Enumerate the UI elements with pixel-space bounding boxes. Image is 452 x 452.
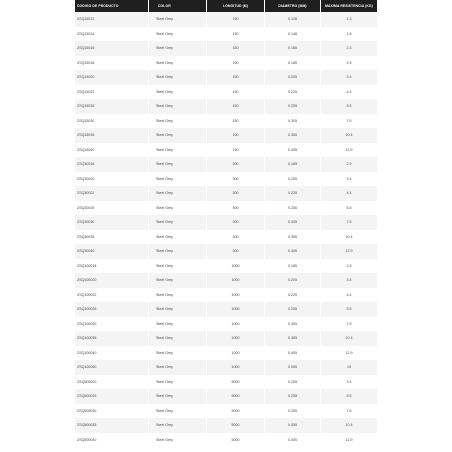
- table-row: [75, 302, 377, 317]
- max-resistance-cell: 10.4: [345, 423, 353, 428]
- length-cell: 5000: [207, 418, 265, 433]
- table-row: [75, 331, 377, 346]
- max-resistance-cell: 7.5: [346, 321, 352, 326]
- color-cell: Steel Grey: [149, 70, 207, 85]
- max-resistance-cell: 5.5: [346, 205, 352, 210]
- length-cell: 150: [207, 27, 265, 42]
- diameter-cell: 0.305: [265, 317, 321, 332]
- color-cell: Steel Grey: [149, 302, 207, 317]
- table-row: [75, 157, 377, 172]
- color-cell: Steel Grey: [149, 41, 207, 56]
- table-row: [75, 433, 377, 448]
- table-row: [75, 317, 377, 332]
- table-row: [75, 12, 377, 27]
- diameter-cell: 0.185: [265, 56, 321, 71]
- diameter-cell: 0.355: [265, 418, 321, 433]
- table-row: [75, 346, 377, 361]
- table-row: [75, 143, 377, 158]
- max-resistance-cell: 2.3: [346, 46, 352, 51]
- table-row: [75, 230, 377, 245]
- color-cell: Steel Grey: [149, 99, 207, 114]
- product-code-cell: ZSQ15035: [75, 128, 149, 143]
- product-code-cell: ZSQ100035: [75, 331, 149, 346]
- color-cell: Steel Grey: [149, 128, 207, 143]
- table-row: [75, 70, 377, 85]
- color-cell: Steel Grey: [149, 56, 207, 71]
- length-cell: 1000: [207, 302, 265, 317]
- length-cell: 300: [207, 157, 265, 172]
- max-resistance-cell: 3.4: [346, 379, 352, 384]
- max-resistance-cell: 5.5: [346, 394, 352, 399]
- table-row: [75, 389, 377, 404]
- table-row: [75, 404, 377, 419]
- color-cell: Steel Grey: [149, 186, 207, 201]
- color-cell: Steel Grey: [149, 157, 207, 172]
- product-code-cell: ZSQ500025: [75, 389, 149, 404]
- color-cell: Steel Grey: [149, 346, 207, 361]
- max-resistance-cell: 7.5: [346, 220, 352, 225]
- length-cell: 150: [207, 128, 265, 143]
- length-cell: 150: [207, 143, 265, 158]
- max-resistance-cell: 12.9: [345, 147, 353, 152]
- header-product-code: CODIGO DE PRODUCTO: [75, 0, 149, 12]
- length-cell: 150: [207, 85, 265, 100]
- header-diameter: DIAMETRO (MM): [265, 0, 321, 12]
- max-resistance-cell: 2.9: [346, 60, 352, 65]
- length-cell: 1000: [207, 317, 265, 332]
- length-cell: 1000: [207, 288, 265, 303]
- table-row: [75, 186, 377, 201]
- diameter-cell: 0.255: [265, 302, 321, 317]
- table-row: [75, 99, 377, 114]
- color-cell: Steel Grey: [149, 273, 207, 288]
- max-resistance-cell: 5.5: [346, 104, 352, 109]
- table-row: [75, 375, 377, 390]
- diameter-cell: 0.405: [265, 244, 321, 259]
- table-row: [75, 215, 377, 230]
- table-header: [75, 0, 377, 12]
- table-row: [75, 259, 377, 274]
- product-code-cell: ZSQ30018: [75, 157, 149, 172]
- product-code-cell: ZSQ15040: [75, 143, 149, 158]
- product-code-cell: ZSQ15016: [75, 41, 149, 56]
- max-resistance-cell: 1.8: [346, 31, 352, 36]
- length-cell: 1000: [207, 331, 265, 346]
- max-resistance-cell: 7.5: [346, 118, 352, 123]
- color-cell: Steel Grey: [149, 172, 207, 187]
- table-row: [75, 360, 377, 375]
- length-cell: 1000: [207, 273, 265, 288]
- max-resistance-cell: 5.5: [346, 307, 352, 312]
- header-color: COLOR: [149, 0, 207, 12]
- color-cell: Steel Grey: [149, 317, 207, 332]
- table-row: [75, 201, 377, 216]
- max-resistance-cell: 19: [347, 365, 351, 370]
- length-cell: 150: [207, 12, 265, 27]
- product-code-cell: ZSQ500040: [75, 433, 149, 448]
- color-cell: Steel Grey: [149, 201, 207, 216]
- diameter-cell: 0.355: [265, 230, 321, 245]
- color-cell: Steel Grey: [149, 389, 207, 404]
- max-resistance-cell: 12.9: [345, 437, 353, 442]
- color-cell: Steel Grey: [149, 114, 207, 129]
- length-cell: 1000: [207, 346, 265, 361]
- max-resistance-cell: 12.9: [345, 249, 353, 254]
- max-resistance-cell: 4.4: [346, 89, 352, 94]
- length-cell: 1000: [207, 360, 265, 375]
- product-code-cell: ZSQ500030: [75, 404, 149, 419]
- table-row: [75, 273, 377, 288]
- max-resistance-cell: 1.3: [346, 17, 352, 22]
- diameter-cell: 0.148: [265, 27, 321, 42]
- color-cell: Steel Grey: [149, 85, 207, 100]
- color-cell: Steel Grey: [149, 244, 207, 259]
- color-cell: Steel Grey: [149, 331, 207, 346]
- length-cell: 300: [207, 172, 265, 187]
- length-cell: 300: [207, 201, 265, 216]
- length-cell: 300: [207, 186, 265, 201]
- color-cell: Steel Grey: [149, 433, 207, 448]
- diameter-cell: 0.305: [265, 404, 321, 419]
- max-resistance-cell: 4.4: [346, 292, 352, 297]
- table-row: [75, 41, 377, 56]
- diameter-cell: 0.185: [265, 157, 321, 172]
- product-code-cell: ZSQ100030: [75, 317, 149, 332]
- length-cell: 300: [207, 215, 265, 230]
- header-max-resistance: MAXIMA RESISTENCIA (KG): [325, 4, 373, 8]
- diameter-cell: 0.225: [265, 186, 321, 201]
- diameter-cell: 0.405: [265, 143, 321, 158]
- product-code-cell: ZSQ15025: [75, 99, 149, 114]
- product-code-cell: ZSQ100018: [75, 259, 149, 274]
- max-resistance-cell: 3.4: [346, 75, 352, 80]
- max-resistance-cell: 12.9: [345, 350, 353, 355]
- color-cell: Steel Grey: [149, 12, 207, 27]
- product-table: [75, 0, 377, 447]
- product-code-cell: ZSQ30035: [75, 230, 149, 245]
- diameter-cell: 0.255: [265, 99, 321, 114]
- max-resistance-cell: 10.4: [345, 234, 353, 239]
- product-code-cell: ZSQ30030: [75, 215, 149, 230]
- product-code-cell: ZSQ100040: [75, 346, 149, 361]
- product-code-cell: ZSQ15018: [75, 56, 149, 71]
- diameter-cell: 0.405: [265, 346, 321, 361]
- color-cell: Steel Grey: [149, 143, 207, 158]
- diameter-cell: 0.255: [265, 389, 321, 404]
- diameter-cell: 0.355: [265, 128, 321, 143]
- length-cell: 150: [207, 70, 265, 85]
- color-cell: Steel Grey: [149, 259, 207, 274]
- color-cell: Steel Grey: [149, 404, 207, 419]
- length-cell: 150: [207, 114, 265, 129]
- product-code-cell: ZSQ100020: [75, 273, 149, 288]
- color-cell: Steel Grey: [149, 375, 207, 390]
- product-code-cell: ZSQ100022: [75, 288, 149, 303]
- product-code-cell: ZSQ30020: [75, 172, 149, 187]
- color-cell: Steel Grey: [149, 27, 207, 42]
- product-code-cell: ZSQ15020: [75, 70, 149, 85]
- product-code-cell: ZSQ100050: [75, 360, 149, 375]
- diameter-cell: 0.405: [265, 433, 321, 448]
- length-cell: 5000: [207, 404, 265, 419]
- max-resistance-cell: 2.9: [346, 162, 352, 167]
- length-cell: 150: [207, 99, 265, 114]
- diameter-cell: 0.205: [265, 273, 321, 288]
- max-resistance-cell: 10.4: [345, 133, 353, 138]
- length-cell: 150: [207, 56, 265, 71]
- diameter-cell: 0.255: [265, 201, 321, 216]
- product-code-cell: ZSQ30025: [75, 201, 149, 216]
- max-resistance-cell: 2.9: [346, 263, 352, 268]
- diameter-cell: 0.305: [265, 114, 321, 129]
- header-length: LONGITUD (M): [207, 0, 265, 12]
- table-row: [75, 114, 377, 129]
- table-body: [75, 12, 377, 447]
- table-row: [75, 172, 377, 187]
- length-cell: 5000: [207, 375, 265, 390]
- color-cell: Steel Grey: [149, 230, 207, 245]
- diameter-cell: 0.355: [265, 331, 321, 346]
- diameter-cell: 0.205: [265, 172, 321, 187]
- length-cell: 300: [207, 244, 265, 259]
- max-resistance-cell: 3.4: [346, 278, 352, 283]
- product-code-cell: ZSQ100025: [75, 302, 149, 317]
- diameter-cell: 0.205: [265, 70, 321, 85]
- diameter-cell: 0.185: [265, 259, 321, 274]
- product-code-cell: ZSQ15022: [75, 85, 149, 100]
- table-row: [75, 128, 377, 143]
- length-cell: 5000: [207, 433, 265, 448]
- product-code-cell: ZSQ15012: [75, 12, 149, 27]
- diameter-cell: 0.305: [265, 215, 321, 230]
- product-code-cell: ZSQ30040: [75, 244, 149, 259]
- product-code-cell: ZSQ30022: [75, 186, 149, 201]
- diameter-cell: 0.225: [265, 288, 321, 303]
- diameter-cell: 0.205: [265, 375, 321, 390]
- table-row: [75, 56, 377, 71]
- diameter-cell: 0.505: [265, 360, 321, 375]
- length-cell: 300: [207, 230, 265, 245]
- length-cell: 150: [207, 41, 265, 56]
- length-cell: 1000: [207, 259, 265, 274]
- table-row: [75, 244, 377, 259]
- length-cell: 5000: [207, 389, 265, 404]
- product-code-cell: ZSQ500035: [75, 418, 149, 433]
- max-resistance-cell: 3.4: [346, 176, 352, 181]
- table-row: [75, 288, 377, 303]
- max-resistance-cell: 10.4: [345, 336, 353, 341]
- max-resistance-cell: 4.4: [346, 191, 352, 196]
- color-cell: Steel Grey: [149, 418, 207, 433]
- table-row: [75, 27, 377, 42]
- product-code-cell: ZSQ15014: [75, 27, 149, 42]
- diameter-cell: 0.128: [265, 12, 321, 27]
- table-row: [75, 418, 377, 433]
- product-code-cell: ZSQ15030: [75, 114, 149, 129]
- table-row: [75, 85, 377, 100]
- max-resistance-cell: 7.5: [346, 408, 352, 413]
- color-cell: Steel Grey: [149, 288, 207, 303]
- diameter-cell: 0.165: [265, 41, 321, 56]
- color-cell: Steel Grey: [149, 360, 207, 375]
- product-code-cell: ZSQ500020: [75, 375, 149, 390]
- color-cell: Steel Grey: [149, 215, 207, 230]
- diameter-cell: 0.225: [265, 85, 321, 100]
